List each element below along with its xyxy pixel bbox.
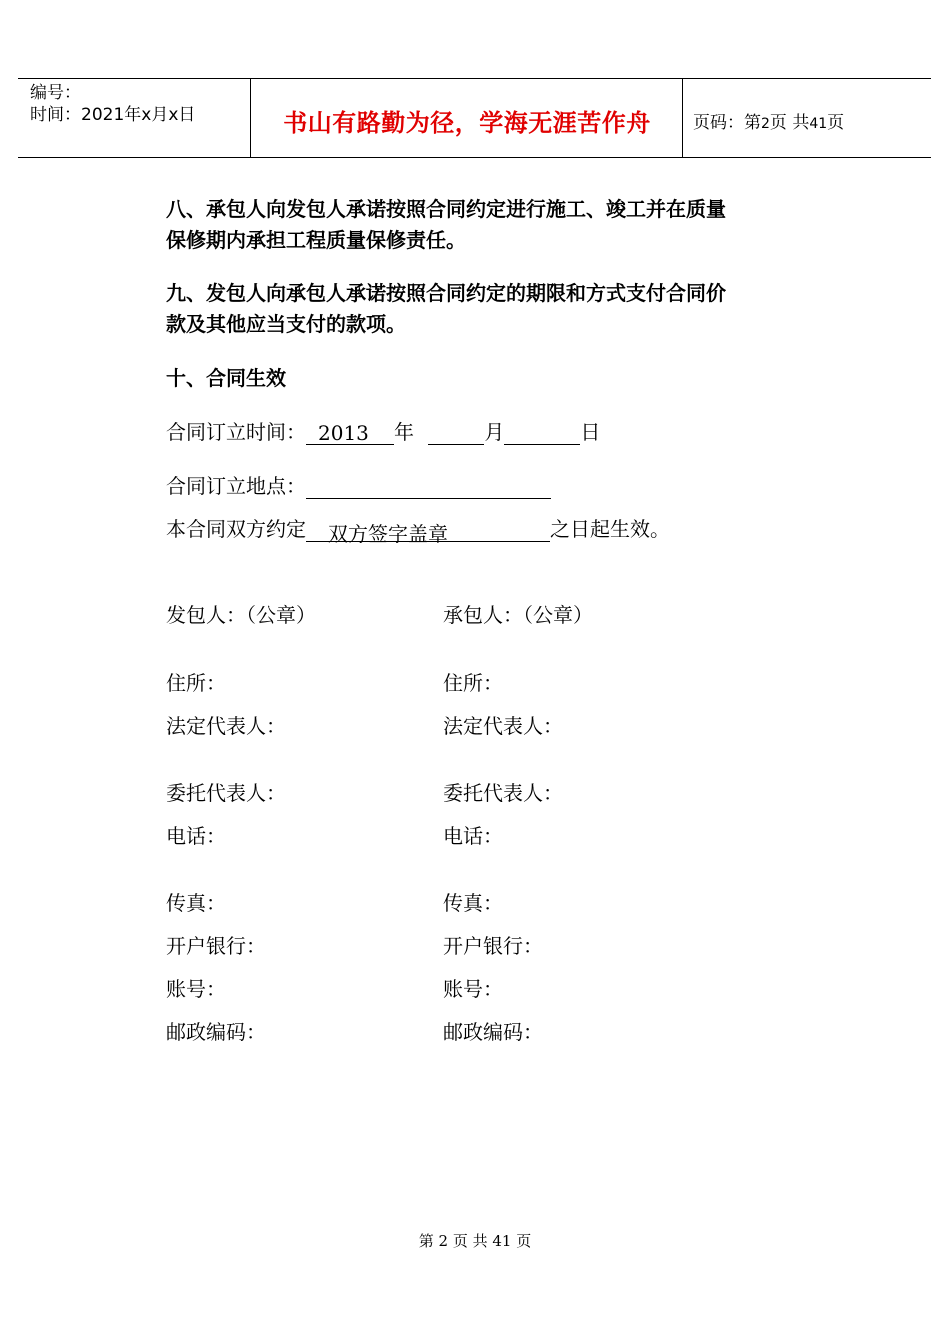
clause-9 <box>166 278 806 340</box>
header-table <box>18 78 931 158</box>
contractor-account: 账号： <box>443 977 503 1001</box>
employer-postcode: 邮政编码： <box>166 1020 266 1044</box>
contractor-title: 承包人：（公章） <box>443 603 593 627</box>
page-total: 41 <box>809 116 828 132</box>
clause-9-line-1: 九、发包人向承包人承诺按照合同约定的期限和方式支付合同价 <box>166 281 726 305</box>
header-motto: 书山有路勤为径，学海无涯苦作舟 <box>283 109 651 137</box>
employer-address: 住所： <box>166 671 226 695</box>
contractor-legal-rep: 法定代表人： <box>443 714 563 738</box>
day-unit: 日 <box>580 420 601 444</box>
employer-agent: 委托代表人： <box>166 781 286 805</box>
effective-suffix: 之日起生效。 <box>550 517 670 541</box>
sign-time-line <box>166 416 600 445</box>
header-page-info <box>693 108 844 133</box>
employer-title: 发包人：（公章） <box>166 603 316 627</box>
effective-value: 双方签字盖章 <box>306 518 550 542</box>
clause-10-heading: 十、合同生效 <box>166 366 286 390</box>
sign-place-field <box>306 474 551 499</box>
contractor-address: 住所： <box>443 671 503 695</box>
effective-prefix: 本合同双方约定 <box>166 517 306 541</box>
year-unit: 年 <box>394 420 414 444</box>
clause-8-line-2: 保修期内承担工程质量保修责任。 <box>166 228 466 252</box>
employer-fax: 传真： <box>166 891 226 915</box>
month-unit: 月 <box>484 420 505 444</box>
page-suffix: 页 <box>827 113 845 133</box>
employer-account: 账号： <box>166 977 226 1001</box>
clause-8 <box>166 194 806 256</box>
contractor-bank: 开户银行： <box>443 934 543 958</box>
sign-month-field <box>428 420 484 445</box>
employer-legal-rep: 法定代表人： <box>166 714 286 738</box>
sign-place-line <box>166 470 551 499</box>
clause-9-line-2: 款及其他应当支付的款项。 <box>166 312 406 336</box>
contractor-agent: 委托代表人： <box>443 781 563 805</box>
page-footer: 第 2 页 共 41 页 <box>418 1232 532 1250</box>
number-label: 编号： <box>30 83 81 103</box>
page-mid: 页 共 <box>769 113 810 133</box>
sign-time-label: 合同订立时间： <box>166 420 306 444</box>
employer-phone: 电话： <box>166 824 226 848</box>
header-divider <box>250 79 251 157</box>
contractor-fax: 传真： <box>443 891 503 915</box>
contractor-phone: 电话： <box>443 824 503 848</box>
page-number: 2 <box>761 116 770 132</box>
page-prefix: 页码：第 <box>693 113 761 133</box>
header-meta <box>30 82 195 126</box>
clause-8-line-1: 八、承包人向发包人承诺按照合同约定进行施工、竣工并在质量 <box>166 197 726 221</box>
sign-day-field <box>504 420 580 445</box>
header-divider <box>682 79 683 157</box>
sign-place-label: 合同订立地点： <box>166 474 306 498</box>
employer-bank: 开户银行： <box>166 934 266 958</box>
time-label: 时间：2021年x月x日 <box>30 105 196 125</box>
sign-year-field: 2013 <box>306 421 394 445</box>
contractor-postcode: 邮政编码： <box>443 1020 543 1044</box>
effective-line <box>166 513 670 546</box>
